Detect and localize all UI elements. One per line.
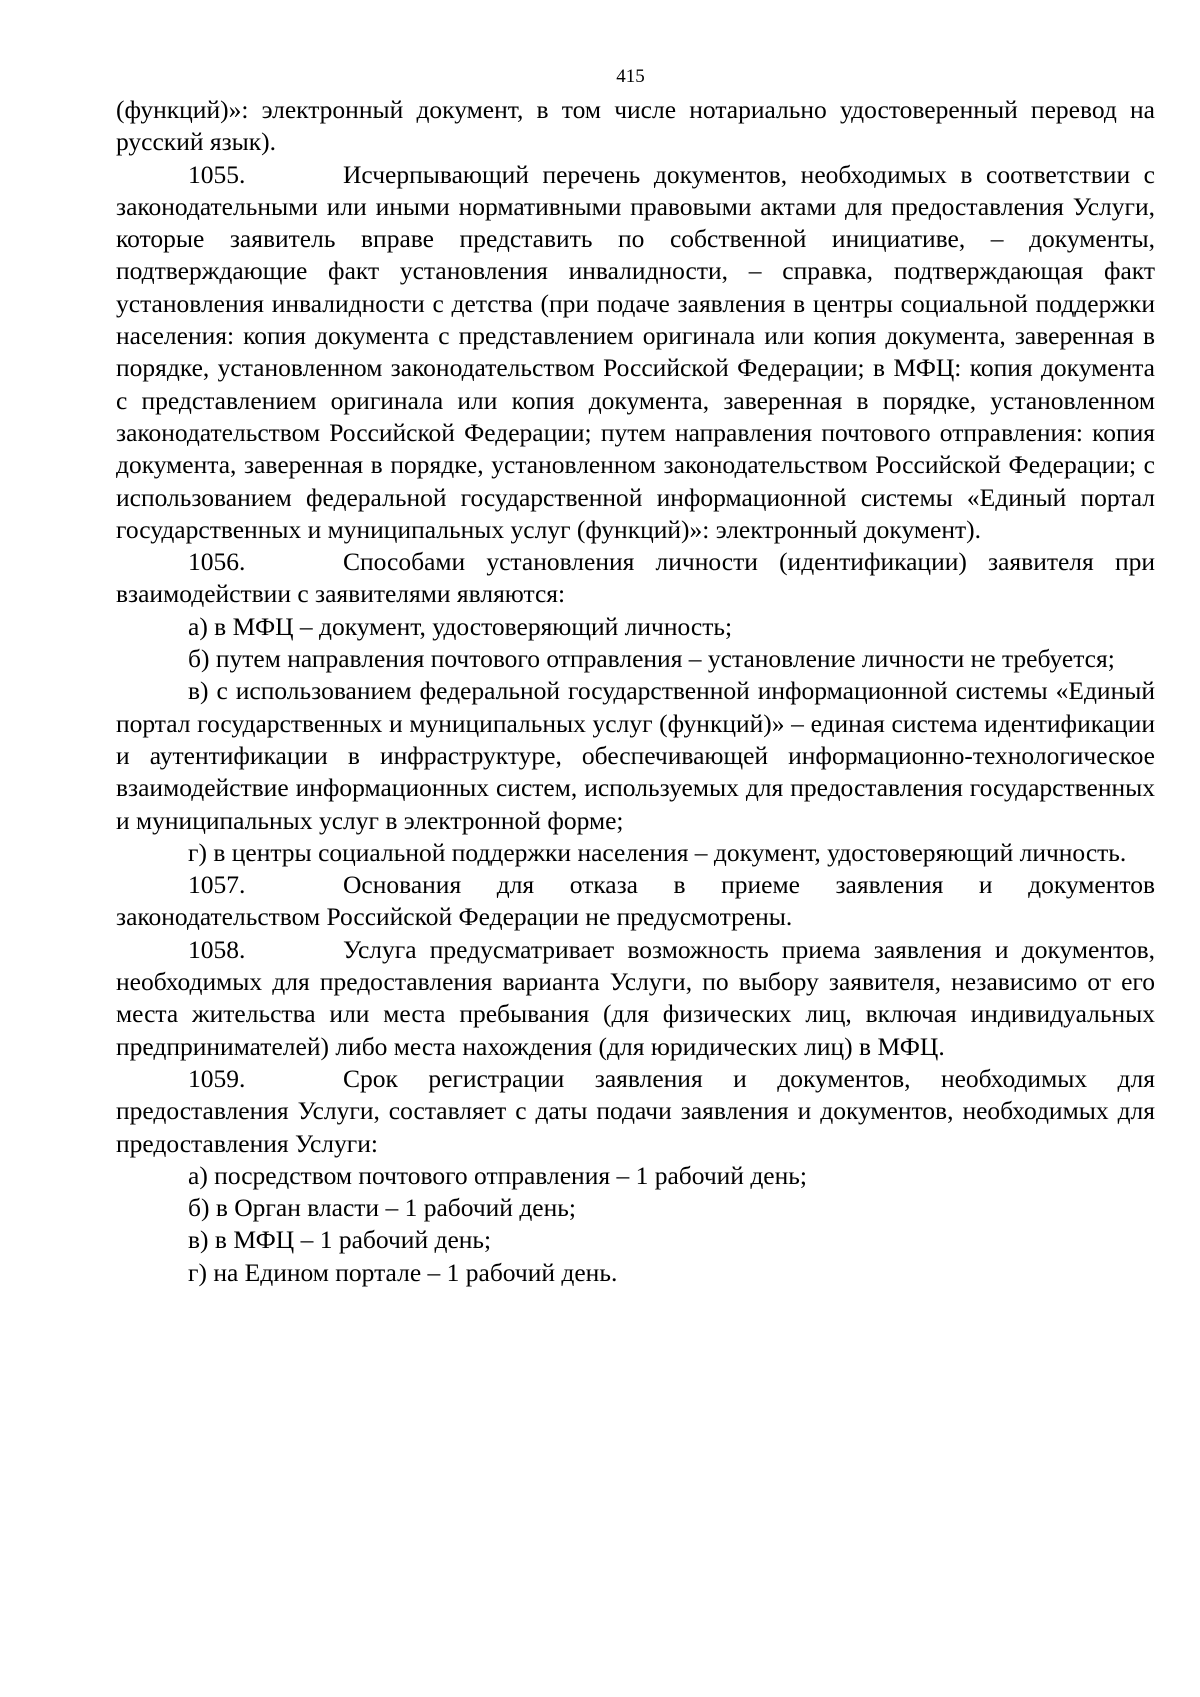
item-1056 [116, 546, 1155, 611]
subitem-v: в) с использованием федеральной государственной информационной системы «Единый портал государственных и муниципальных услуг (функций)» – единая система идентификации и аутентификации в инфраструктуре, обеспечивающей информационно-технологическое взаимодействие информационных систем, используемых для предоставления государственных и муниципальных услуг в электронной форме; [116, 676, 1155, 835]
item-number: 1059. [188, 1063, 246, 1093]
item-number: 1056. [188, 547, 246, 577]
subitem-g: г) в центры социальной поддержки населения – документ, удостоверяющий личность. [188, 837, 1127, 867]
subitem-b: б) в Орган власти – 1 рабочий день; [188, 1193, 576, 1223]
subitem-a: а) в МФЦ – документ, удостоверяющий личность; [188, 611, 733, 641]
item-text: Услуга предусматривает возможность приема заявления и документов, необходимых для предоставления варианта Услуги, по выбору заявителя, независимо от его места жительства или места пребывания (для физических лиц, включая индивидуальных предпринимателей) либо места нахождения (для юридических лиц) в МФЦ. [116, 934, 1155, 1061]
item-1057 [116, 869, 1155, 934]
item-1058 [116, 934, 1155, 1063]
item-text: Основания для отказа в приеме заявления и документов законодательством Российской Федерации не предусмотрены. [116, 870, 1155, 932]
item-number: 1058. [188, 934, 246, 964]
item-text: Способами установления личности (идентификации) заявителя при взаимодействии с заявителями являются: [116, 547, 1155, 609]
page-number: 415 [616, 66, 645, 87]
item-number: 1055. [188, 159, 246, 189]
item-number: 1057. [188, 870, 246, 900]
continuation-paragraph: (функций)»: электронный документ, в том числе нотариально удостоверенный перевод на русский язык). [116, 95, 1155, 157]
subitem-a: а) посредством почтового отправления – 1 рабочий день; [188, 1160, 807, 1190]
item-1059 [116, 1063, 1155, 1160]
item-text: Срок регистрации заявления и документов, необходимых для предоставления Услуги, составляет с даты подачи заявления и документов, необходимых для предоставления Услуги: [116, 1063, 1155, 1158]
subitem-g: г) на Едином портале – 1 рабочий день. [188, 1257, 618, 1287]
subitem-v: в) в МФЦ – 1 рабочий день; [188, 1225, 492, 1255]
document-page [116, 66, 1155, 1289]
item-1055 [116, 159, 1155, 547]
item-text: Исчерпывающий перечень документов, необходимых в соответствии с законодательными или иными нормативными правовыми актами для предоставления Услуги, которые заявитель вправе представить по собственной инициативе, – документы, подтверждающие факт установления инвалидности, – справка, подтверждающая факт установления инвалидности с детства (при подаче заявления в центры социальной поддержки населения: копия документа с представлением оригинала или копия документа, заверенная в порядке, установленном законодательством Российской Федерации; в МФЦ: копия документа с представлением оригинала или копия документа, заверенная в порядке, установленном законодательством Российской Федерации; путем направления почтового отправления: копия документа, заверенная в порядке, установленном законодательством Российской Федерации; с использованием федеральной государственной информационной системы «Единый портал государственных и муниципальных услуг (функций)»: электронный документ). [116, 159, 1155, 544]
subitem-b: б) путем направления почтового отправления – установление личности не требуется; [188, 644, 1115, 674]
